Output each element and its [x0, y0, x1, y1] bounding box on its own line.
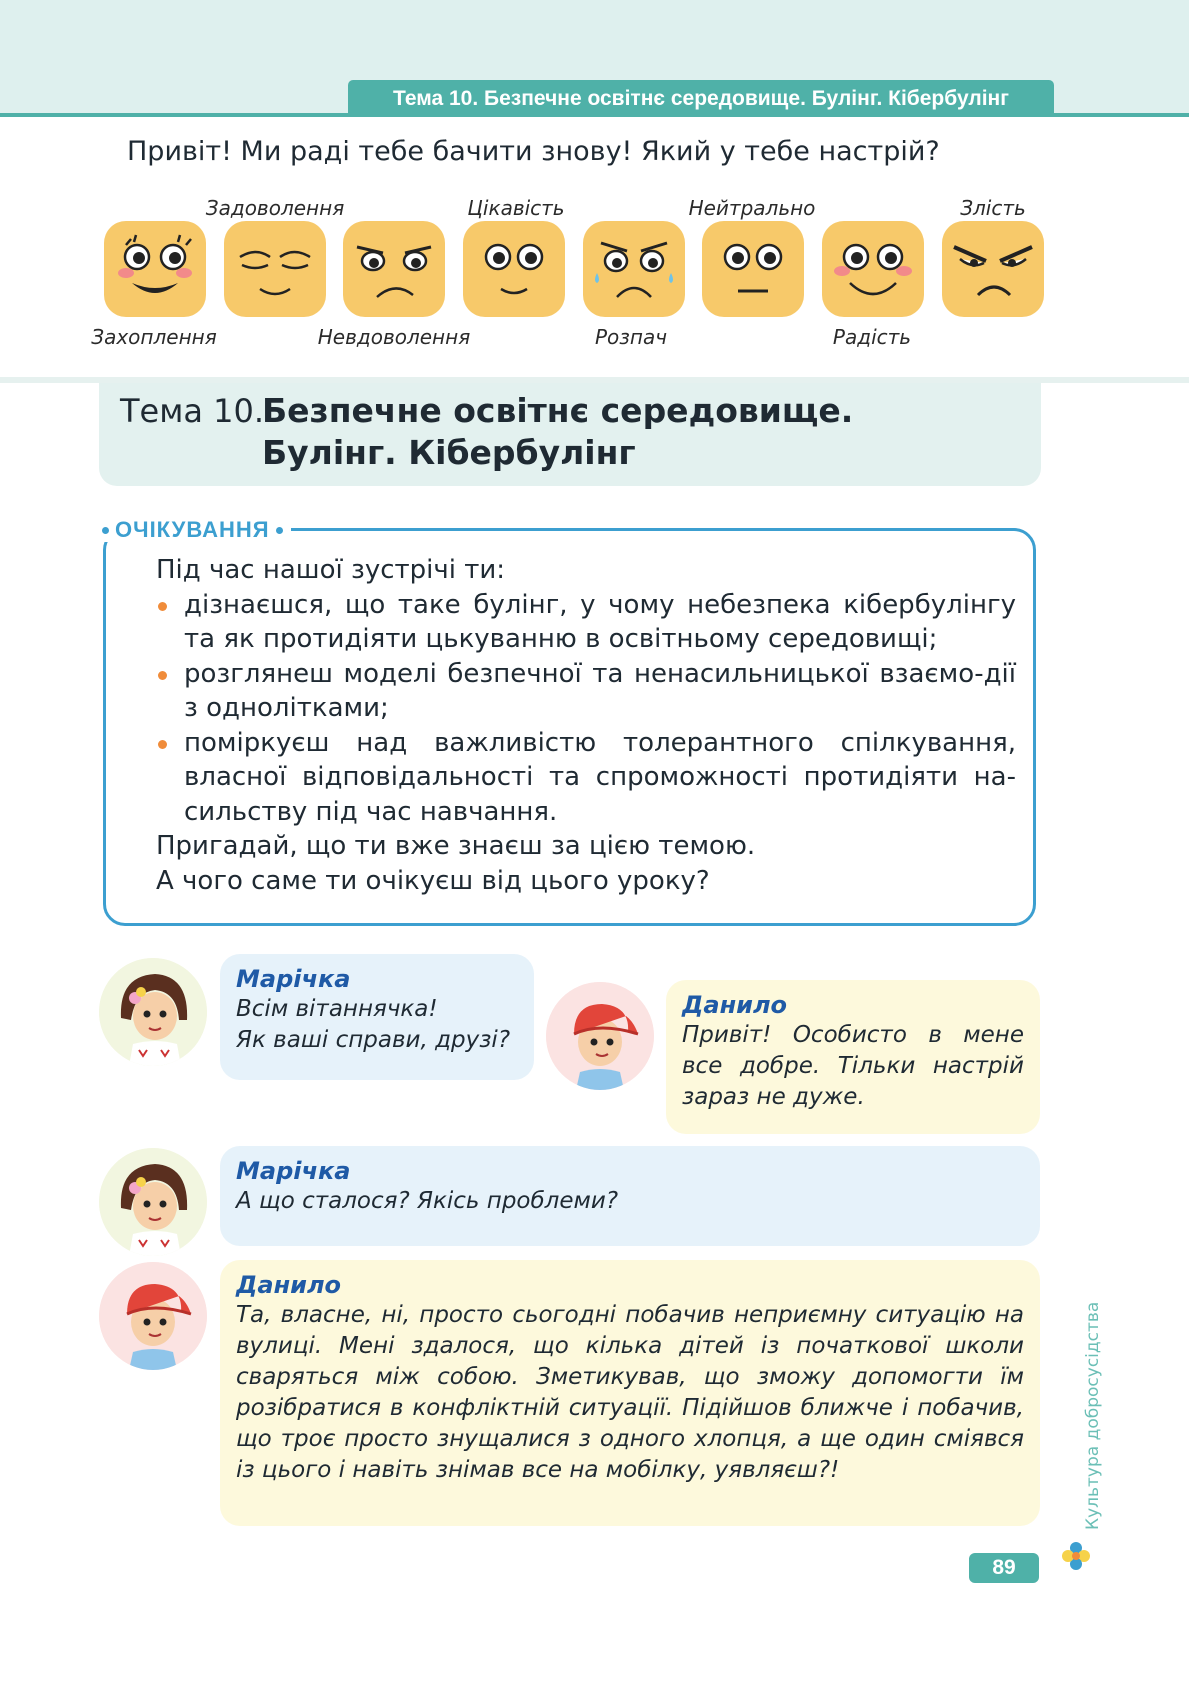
header-rule [0, 113, 1189, 117]
dialogue-line: Всім вітаннячка! [236, 996, 438, 1022]
mood-label-anger: Злість [960, 196, 1026, 220]
dialogue-line: Як ваші справи, друзі? [236, 1027, 511, 1053]
expectations-text [156, 553, 1016, 898]
expectations-outro-2: А чого саме ти очікуєш від цього уроку? [156, 865, 710, 896]
running-header: Тема 10. Безпечне освітнє середовище. Булінг. Кібербулінг [348, 80, 1054, 117]
mood-label-delight: Захоплення [91, 325, 217, 349]
page-number: 89 [969, 1553, 1039, 1583]
topic-title-line-1: Безпечне освітнє середовище. [262, 391, 854, 430]
bullet-dot-icon [276, 527, 283, 534]
danylo-avatar [99, 1262, 207, 1370]
dialogue-text: Привіт! Особисто в мене все добре. Тільки настрій зараз не дуже. [682, 1022, 1024, 1110]
curiosity-face-icon[interactable] [463, 221, 565, 317]
expectations-item: поміркуєш над важливістю толерантного спілкування, власної відповідальності та спроможності протидіяти на-сильству під час навчання. [156, 726, 1016, 830]
discontent-face-icon[interactable] [343, 221, 445, 317]
speaker-name: Марічка [236, 965, 351, 993]
dialogue-text: Та, власне, ні, просто сьогодні побачив неприємну ситуацію на вулиці. Мені здалося, що кілька дітей із початкової школи сваряться між собою. Зметикував, що зможу допомогти їм розібратися в конфліктній ситуації. Підійшов ближче і побачив, що троє просто знущалися з одного хлопця, а ще один сміявся із цього і навіть знімав все на мобілку, уявляєш?! [236, 1302, 1024, 1483]
expectations-label: ОЧІКУВАННЯ [115, 517, 270, 542]
speaker-name: Данило [682, 991, 788, 1019]
mood-label-neutral: Нейтрально [688, 196, 816, 220]
satisfaction-face-icon[interactable] [224, 221, 326, 317]
topic-title [262, 390, 962, 474]
flower-icon [1061, 1541, 1091, 1571]
expectations-item: розглянеш моделі безпечної та ненасильницької взаємо-дії з однолітками; [156, 657, 1016, 726]
neutral-face-icon[interactable] [702, 221, 804, 317]
mood-label-joy: Радість [832, 325, 912, 349]
section-side-title: Культура добросусідства [1083, 1301, 1103, 1530]
mood-label-despair: Розпач [594, 325, 668, 349]
speaker-name: Данило [236, 1271, 342, 1299]
expectations-outro-1: Пригадай, що ти вже знаєш за цією темою. [156, 831, 756, 861]
bullet-dot-icon [102, 527, 109, 534]
marichka-bubble-2 [220, 1146, 1040, 1246]
expectations-intro: Під час нашої зустрічі ти: [156, 555, 506, 585]
danylo-avatar [546, 982, 654, 1090]
expectations-item: дізнаєшся, що таке булінг, у чому небезпека кібербулінгу та як протидіяти цькуванню в освітньому середовищі; [156, 588, 1016, 657]
speaker-name: Марічка [236, 1157, 351, 1185]
dialogue-text: А що сталося? Якісь проблеми? [236, 1188, 619, 1214]
topic-number: Тема 10. [120, 392, 265, 430]
danylo-bubble-2 [220, 1260, 1040, 1526]
marichka-bubble-1 [220, 954, 534, 1080]
mood-label-satisfaction: Задоволення [205, 196, 345, 220]
expectations-heading [100, 518, 291, 542]
topic-title-line-2: Булінг. Кібербулінг [262, 433, 636, 472]
despair-face-icon[interactable] [583, 221, 685, 317]
mood-label-curiosity: Цікавість [467, 196, 565, 220]
marichka-avatar [99, 1148, 207, 1256]
expectations-list [156, 588, 1016, 830]
danylo-bubble-1 [666, 980, 1040, 1134]
delight-face-icon[interactable] [104, 221, 206, 317]
marichka-avatar [99, 958, 207, 1066]
mood-label-discontent: Невдоволення [317, 325, 471, 349]
anger-face-icon[interactable] [942, 221, 1044, 317]
greeting-text: Привіт! Ми раді тебе бачити знову! Який у тебе настрій? [127, 136, 940, 167]
joy-face-icon[interactable] [822, 221, 924, 317]
